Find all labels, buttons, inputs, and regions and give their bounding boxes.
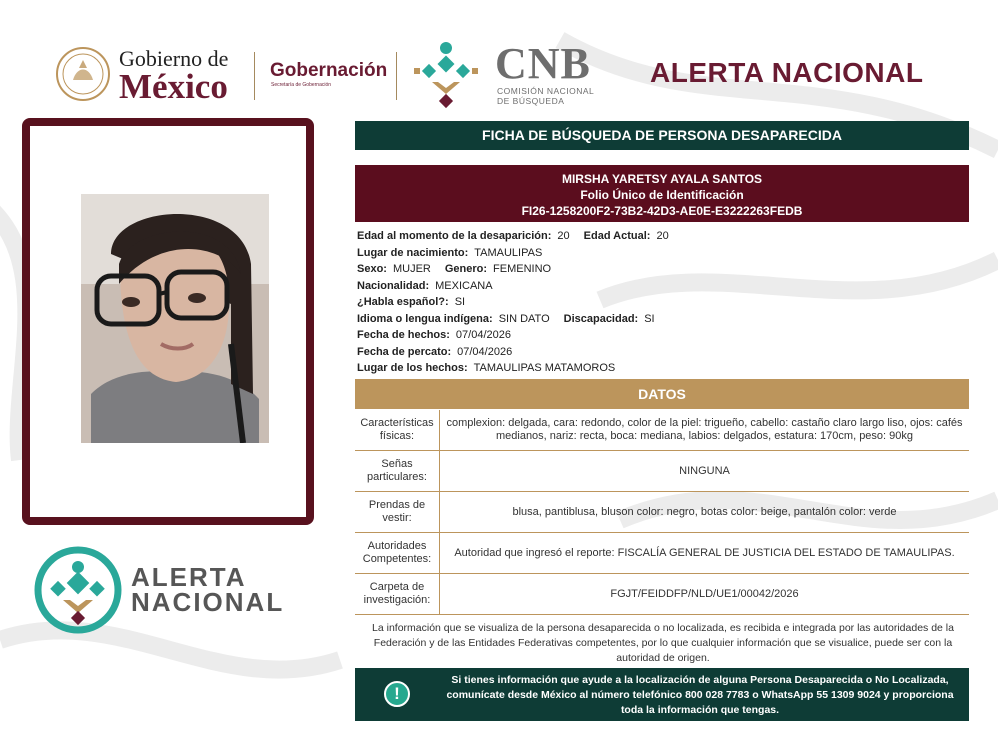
fecha-hechos-value: 07/04/2026 [455, 329, 511, 341]
ficha-title-bar: FICHA DE BÚSQUEDA DE PERSONA DESAPARECIDA [355, 121, 969, 150]
edad-desap-label: Edad al momento de la desaparición: [357, 230, 552, 242]
nacionalidad-label: Nacionalidad: [357, 279, 430, 292]
person-name: MIRSHA YARETSY AYALA SANTOS [561, 172, 763, 186]
header-divider [254, 52, 255, 100]
datos-value: blusa, pantiblusa, bluson color: negro, botas color: beige, pantalón color: verde [512, 505, 897, 518]
discapacidad-value: SI [644, 312, 655, 325]
gobernacion-logo: Gobernación [270, 60, 388, 81]
fecha-hechos-label: Fecha de hechos: [357, 329, 450, 341]
genero-label: Genero: [444, 263, 488, 275]
datos-value: FGJT/FEIDDFP/NLD/UE1/00042/2026 [610, 587, 799, 600]
header [0, 0, 998, 115]
datos-row-autoridades [355, 533, 969, 574]
info-row-fecha-hechos [357, 327, 683, 344]
gobierno-small-text: Gobierno de [119, 46, 229, 71]
alerta-nacional-title: ALERTA NACIONAL [650, 57, 924, 88]
idioma-label: Idioma o lengua indígena: [357, 312, 493, 325]
info-row-sexo [357, 261, 683, 278]
datos-row-carpeta [355, 574, 969, 615]
genero-value: FEMENINO [493, 263, 552, 275]
exclamation-icon: ! [384, 681, 410, 707]
discapacidad-label: Discapacidad: [563, 312, 639, 325]
national-seal-icon [55, 46, 111, 102]
lugar-hechos-label: Lugar de los hechos: [357, 362, 468, 374]
nacimiento-label: Lugar de nacimiento: [357, 246, 469, 259]
espanol-value: SI [454, 296, 466, 308]
datos-value: NINGUNA [679, 464, 730, 477]
info-row-fecha-percato [357, 344, 683, 361]
datos-row-prendas [355, 492, 969, 533]
datos-label: Prendas de vestir: [355, 492, 440, 532]
gobernacion-subtitle: Secretaría de Gobernación [271, 82, 332, 88]
datos-label: Características físicas: [355, 410, 440, 450]
lugar-hechos-value: TAMAULIPAS MATAMOROS [473, 362, 616, 374]
photo-frame [22, 118, 314, 525]
alerta-nacional-logo-icon [33, 545, 123, 635]
info-row-edad [357, 228, 683, 245]
datos-value: Autoridad que ingresó el reporte: FISCALÍA GENERAL DE JUSTICIA DEL ESTADO DE TAMAULIPAS. [454, 546, 955, 559]
fecha-percato-label: Fecha de percato: [357, 345, 452, 358]
info-row-espanol [357, 294, 683, 311]
sexo-label: Sexo: [357, 263, 387, 275]
datos-table [355, 410, 969, 615]
alerta-logo-line2: NACIONAL [131, 587, 285, 617]
datos-label: Autoridades Competentes: [355, 533, 440, 573]
info-row-nacimiento [357, 245, 683, 262]
datos-title-bar: DATOS [355, 379, 969, 409]
person-photo-illustration [81, 194, 269, 443]
cnb-subtitle-line1: COMISIÓN NACIONAL [497, 86, 595, 96]
gobierno-big-text: México [119, 67, 228, 106]
cnb-title: CNB [495, 39, 591, 88]
datos-label: Señas particulares: [355, 451, 440, 491]
cnb-subtitle-line2: DE BÚSQUEDA [497, 96, 565, 106]
contact-bar: Si tienes información que ayude a la localización de alguna Persona Desaparecida o No Localizada, comunícate desde México al número telefónico 800 028 7783 o WhatsApp 55 1309 9024 y proporciona toda la información que tengas. [355, 668, 969, 721]
alerta-nacional-logo-text [131, 562, 285, 617]
datos-row-caracteristicas [355, 410, 969, 451]
datos-label: Carpeta de investigación: [355, 574, 440, 614]
person-name-box [355, 165, 969, 222]
person-info [357, 228, 683, 377]
info-row-lugar-hechos [357, 360, 683, 377]
header-divider [396, 52, 397, 100]
folio-value: FI26-1258200F2-73B2-42D3-AE0E-E3222263FEDB [521, 204, 803, 218]
datos-row-senas [355, 451, 969, 492]
idioma-value: SIN DATO [498, 312, 550, 325]
info-row-nacionalidad [357, 278, 683, 295]
cnb-logo-icon [410, 38, 482, 110]
espanol-label: ¿Habla español?: [357, 296, 449, 308]
datos-value: complexion: delgada, cara: redondo, color de la piel: trigueño, cabello: castaño claro largo liso, ojos: cafés medianos, nariz: recta, boca: mediana, labios: delgados, estatura: 170cm, peso: 90kg [446, 417, 963, 442]
person-photo [81, 194, 269, 443]
alerta-logo-line1: ALERTA [131, 562, 247, 592]
disclaimer-text: La información que se visualiza de la persona desaparecida o no localizada, es recibida e integrada por las autoridades de la Federación y de las Entidades Federativas competentes, por lo que cualquier información que se visualice, puede ser con la autoridad de origen. [372, 622, 954, 664]
nacimiento-value: TAMAULIPAS [474, 246, 543, 259]
edad-actual-value: 20 [656, 230, 669, 242]
folio-label: Folio Único de Identificación [580, 188, 744, 202]
edad-desap-value: 20 [557, 230, 570, 242]
sexo-value: MUJER [392, 263, 431, 275]
info-row-idioma [357, 311, 683, 328]
cnb-subtitle [497, 86, 594, 106]
gobierno-logo [119, 48, 228, 104]
fecha-percato-value: 07/04/2026 [457, 345, 513, 358]
nacionalidad-value: MEXICANA [435, 279, 493, 292]
edad-actual-label: Edad Actual: [583, 230, 651, 242]
